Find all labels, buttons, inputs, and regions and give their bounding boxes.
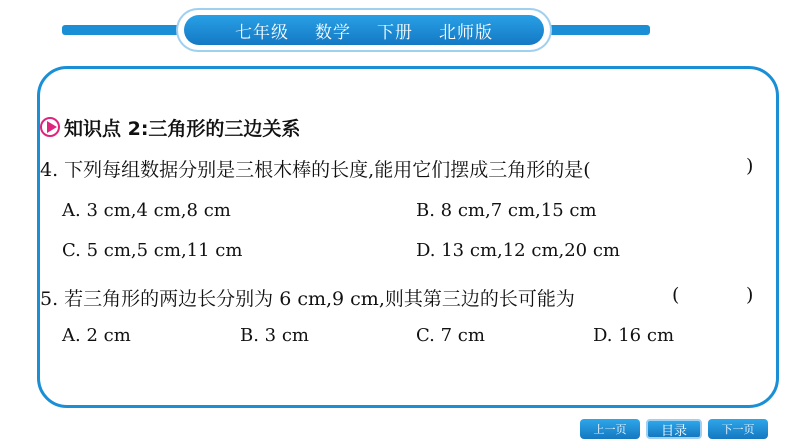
- question-5-answer-close: ): [746, 284, 754, 306]
- question-5-stem: 5. 若三角形的两边长分别为 6 cm,9 cm,则其第三边的长可能为: [40, 288, 575, 310]
- play-triangle-icon: [40, 117, 60, 137]
- question-4-answer-close: ): [746, 155, 754, 177]
- header-banner: [178, 10, 550, 50]
- toc-button[interactable]: 目录: [646, 419, 702, 439]
- page-navigation: [580, 419, 768, 439]
- section-heading: [40, 114, 300, 140]
- header-grade: 七年级: [235, 22, 289, 43]
- question-5-option-b: B. 3 cm: [240, 325, 309, 346]
- prev-page-button[interactable]: 上一页: [580, 419, 640, 439]
- next-page-button[interactable]: 下一页: [708, 419, 768, 439]
- question-5-option-c: C. 7 cm: [416, 325, 485, 346]
- question-4-option-d: D. 13 cm,12 cm,20 cm: [416, 240, 621, 261]
- header-subject: 数学: [315, 22, 351, 43]
- question-5-option-d: D. 16 cm: [593, 325, 675, 346]
- question-4-option-a: A. 3 cm,4 cm,8 cm: [62, 200, 231, 221]
- question-4-stem: 4. 下列每组数据分别是三根木棒的长度,能用它们摆成三角形的是(: [40, 159, 591, 181]
- header-edition: 北师版: [439, 22, 493, 43]
- section-title: 知识点 2:三角形的三边关系: [64, 117, 301, 140]
- header-volume: 下册: [377, 22, 413, 43]
- question-5-answer-open: (: [672, 284, 680, 306]
- question-4-option-c: C. 5 cm,5 cm,11 cm: [62, 240, 243, 261]
- question-5-option-a: A. 2 cm: [62, 325, 131, 346]
- question-4-option-b: B. 8 cm,7 cm,15 cm: [416, 200, 597, 221]
